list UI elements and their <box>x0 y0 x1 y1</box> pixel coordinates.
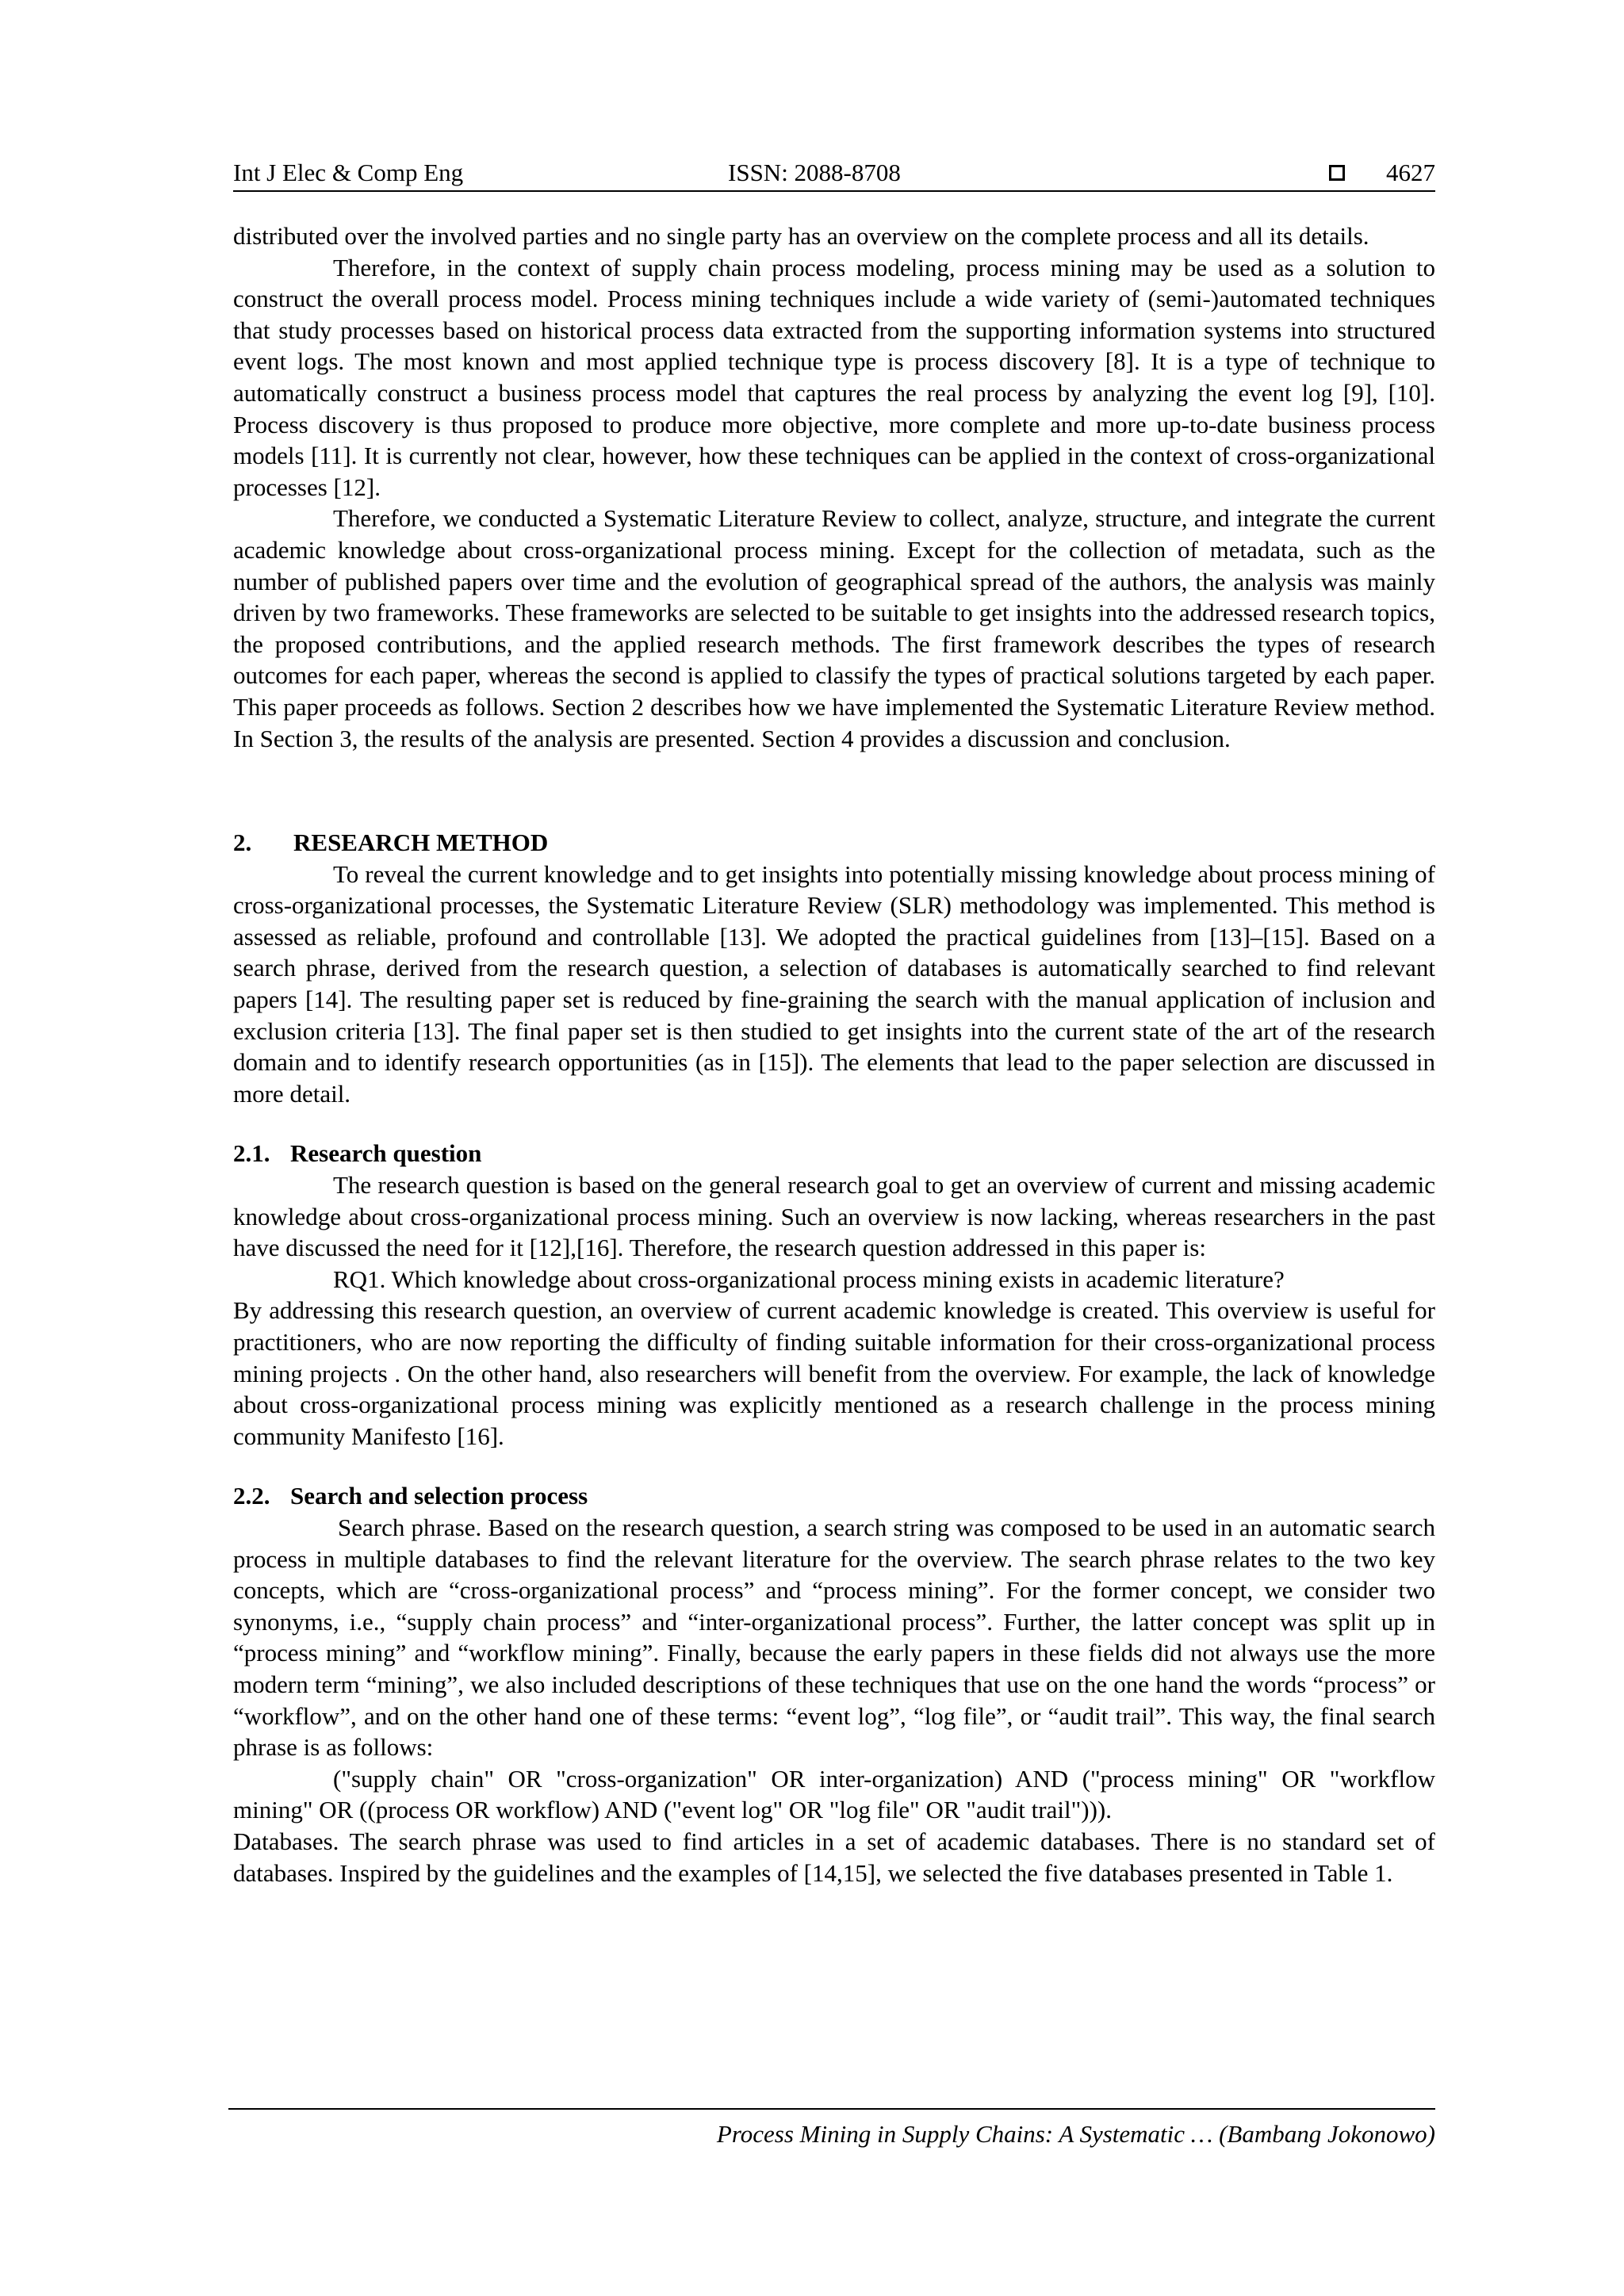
running-title: Process Mining in Supply Chains: A Systematic … (Bambang Jokonowo) <box>716 2120 1435 2148</box>
page-header <box>233 155 1435 190</box>
paragraph: The research question is based on the general research goal to get an overview of current and missing academic knowledge about cross-organizational process mining. Such an overview is now lacking, whereas researchers in the past have discussed the need for it [12],[16]. Therefore, the research question addressed in this paper is: <box>233 1171 1435 1262</box>
subsection-heading <box>233 1480 1435 1512</box>
paragraph: Databases. The search phrase was used to find articles in a set of academic databases. There is no standard set of databases. Inspired by the guidelines and the examples of [14,15], we selected the five databases presented in Table 1. <box>233 1827 1435 1887</box>
search-query: ("supply chain" OR "cross-organization" OR inter-organization) AND ("process mining" OR "workflow mining" OR ((process OR workflow) AND ("event log" OR "log file" OR "audit trail"))). <box>233 1764 1435 1824</box>
paragraph: To reveal the current knowledge and to get insights into potentially missing knowledge about process mining of cross-organizational processes, the Systematic Literature Review (SLR) methodology was implemented. This method is assessed as reliable, profound and controllable [13]. We adopted the practical guidelines from [13]–[15]. Based on a search phrase, derived from the research question, a selection of databases is automatically searched to find relevant papers [14]. The resulting paper set is reduced by fine-graining the search with the manual application of inclusion and exclusion criteria [13]. The final paper set is then studied to get insights into the current state of the art of the research domain and to identify research opportunities (as in [15]). The elements that lead to the paper selection are discussed in more detail. <box>233 859 1435 1108</box>
issn: ISSN: 2088-8708 <box>728 159 901 186</box>
paragraph: Therefore, we conducted a Systematic Literature Review to collect, analyze, structure, and integrate the current academic knowledge about cross-organizational process mining. Except for the collection of metadata, such as the number of published papers over time and the evolution of geographical spread of the authors, the analysis was mainly driven by two frameworks. These frameworks are selected to be suitable to get insights into the addressed research topics, the proposed contributions, and the applied research methods. The first framework describes the types of research outcomes for each paper, whereas the second is applied to classify the types of practical solutions targeted by each paper. This paper proceeds as follows. Section 2 describes how we have implemented the Systematic Literature Review method. In Section 3, the results of the analysis are presented. Section 4 provides a discussion and conclusion. <box>233 504 1435 752</box>
page-number: 4627 <box>1386 159 1435 186</box>
subsection-number: 2.1. <box>233 1139 270 1168</box>
section-number: 2. <box>233 828 252 857</box>
paragraph: Search phrase. Based on the research question, a search string was composed to be used in an automatic search process in multiple databases to find the relevant literature for the overview. The search phrase relates to the two key concepts, which are “cross-organizational process” and “process mining”. For the former concept, we consider two synonyms, i.e., “supply chain process” and “inter-organizational process”. Further, the latter concept was split up in “process mining” and “workflow mining”. Finally, because the early papers in these fields did not always use the more modern term “mining”, we also included descriptions of these techniques that use on the one hand the words “process” or “workflow”, and on the other hand one of these terms: “event log”, “log file”, or “audit trail”. This way, the final search phrase is as follows: <box>233 1513 1435 1762</box>
journal-name: Int J Elec & Comp Eng <box>233 159 464 186</box>
page-body <box>233 220 1435 1888</box>
subsection-title: Search and selection process <box>290 1482 588 1510</box>
page-number-group <box>1329 155 1435 190</box>
section-title: RESEARCH METHOD <box>293 828 549 857</box>
paragraph: By addressing this research question, an overview of current academic knowledge is created. This overview is useful for practitioners, who are now reporting the difficulty of finding suitable information for their cross-organizational process mining projects . On the other hand, also researchers will benefit from the overview. For example, the lack of knowledge about cross-organizational process mining was explicitly mentioned as a research challenge in the process mining community Manifesto [16]. <box>233 1296 1435 1450</box>
paragraph-continued: distributed over the involved parties and no single party has an overview on the complete process and all its details. <box>233 222 1369 250</box>
subsection-heading <box>233 1138 1435 1169</box>
subsection-number: 2.2. <box>233 1482 270 1510</box>
header-rule <box>233 190 1435 192</box>
square-outline-icon <box>1329 165 1345 181</box>
subsection-title: Research question <box>290 1139 482 1168</box>
footer-rule <box>228 2108 1435 2110</box>
section-heading <box>233 827 1435 859</box>
research-question: RQ1. Which knowledge about cross-organizational process mining exists in academic literature? <box>333 1265 1285 1293</box>
paragraph: Therefore, in the context of supply chain process modeling, process mining may be used as a solution to construct the overall process model. Process mining techniques include a wide variety of (semi-)automated techniques that study processes based on historical process data extracted from the supporting information systems into structured event logs. The most known and most applied technique type is process discovery [8]. It is a type of technique to automatically construct a business process model that captures the real process by analyzing the event log [9], [10]. Process discovery is thus proposed to produce more objective, more complete and more up-to-date business process models [11]. It is currently not clear, however, how these techniques can be applied in the context of cross-organizational processes [12]. <box>233 253 1435 501</box>
